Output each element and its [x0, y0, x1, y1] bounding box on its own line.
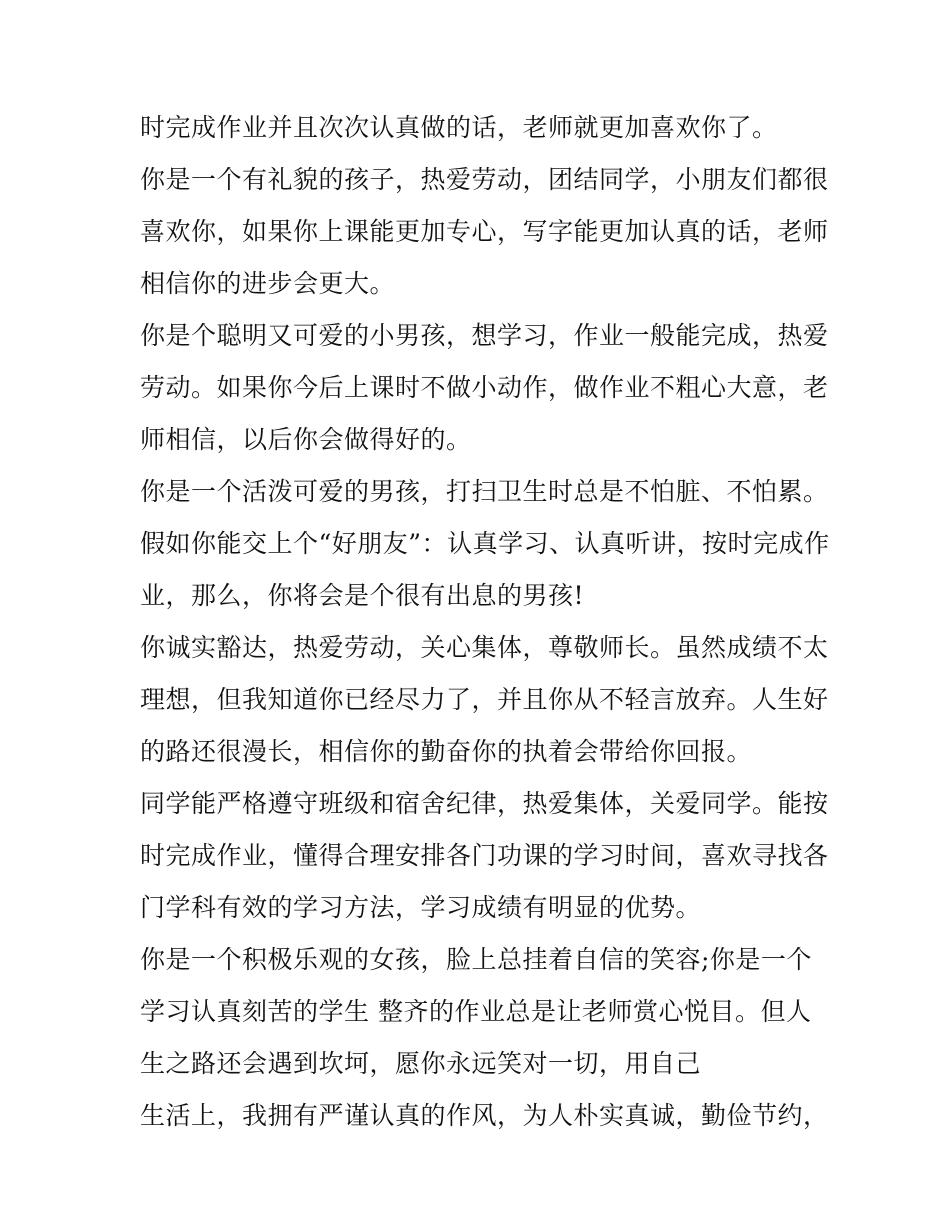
- text-line: 时完成作业并且次次认真做的话，老师就更加喜欢你了。: [140, 113, 778, 142]
- text-line: 生之路还会遇到坎坷，愿你永远笑对一切，用自己: [140, 1049, 702, 1078]
- text-line: 门学科有效的学习方法，学习成绩有明显的优势。: [140, 893, 702, 922]
- text-line: 同学能严格遵守班级和宿舍纪律，热爱集体，关爱同学。能按: [140, 789, 829, 818]
- text-line: 劳动。如果你今后上课时不做小动作，做作业不粗心大意，老: [140, 373, 829, 402]
- text-line: 假如你能交上个“好朋友”：认真学习、认真听讲，按时完成作: [140, 529, 830, 558]
- text-line: 你诚实豁达，热爱劳动，关心集体，尊敬师长。虽然成绩不太: [140, 633, 829, 662]
- text-line: 你是一个有礼貌的孩子，热爱劳动，团结同学，小朋友们都很: [140, 165, 829, 194]
- text-line: 你是一个活泼可爱的男孩，打扫卫生时总是不怕脏、不怕累。: [140, 477, 829, 506]
- text-line: 你是个聪明又可爱的小男孩，想学习，作业一般能完成，热爱: [140, 321, 829, 350]
- text-line: 师相信，以后你会做得好的。: [140, 425, 472, 454]
- text-line: 理想，但我知道你已经尽力了，并且你从不轻言放弃。人生好: [140, 685, 829, 714]
- text-line: 的路还很漫长，相信你的勤奋你的执着会带给你回报。: [140, 737, 753, 766]
- text-line: 业，那么，你将会是个很有出息的男孩!: [140, 581, 585, 610]
- text-line: 你是一个积极乐观的女孩，脸上总挂着自信的笑容;你是一个: [140, 945, 812, 974]
- text-line: 生活上，我拥有严谨认真的作风，为人朴实真诚，勤俭节约，: [140, 1101, 829, 1130]
- text-line: 相信你的进步会更大。: [140, 269, 396, 298]
- text-line: 喜欢你，如果你上课能更加专心，写字能更加认真的话，老师: [140, 217, 829, 246]
- text-line: 时完成作业，懂得合理安排各门功课的学习时间，喜欢寻找各: [140, 841, 829, 870]
- text-line: 学习认真刻苦的学生 整齐的作业总是让老师赏心悦目。但人: [140, 997, 812, 1026]
